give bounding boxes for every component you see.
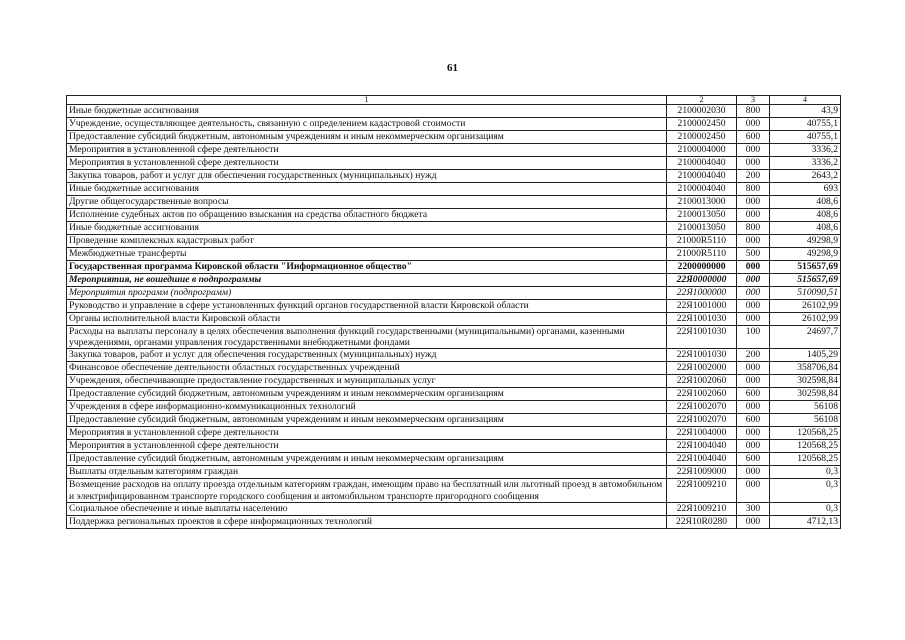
row-name-cell: Межбюджетные трансферты	[67, 248, 667, 261]
row-code-cell: 22Я0000000	[667, 274, 737, 287]
row-expense-type-cell: 200	[737, 170, 770, 183]
row-name-cell: Расходы на выплаты персоналу в целях обеспечения выполнения функций государственными (муниципальными) органами, казенными учреждениями, органами управления государственными внебюджетными фондами	[67, 326, 667, 349]
table-row	[67, 157, 841, 170]
row-code-cell: 2100004040	[667, 183, 737, 196]
row-code-cell: 22Я10R0280	[667, 515, 737, 528]
row-amount-cell: 40755,1	[770, 118, 841, 131]
row-name-cell: Государственная программа Кировской области "Информационное общество"	[67, 261, 667, 274]
table-row	[67, 502, 841, 515]
table-row	[67, 235, 841, 248]
row-code-cell: 22Я1002070	[667, 414, 737, 427]
row-amount-cell: 49298,9	[770, 248, 841, 261]
row-name-cell: Поддержка региональных проектов в сфере информационных технологий	[67, 515, 667, 528]
row-name-cell: Предоставление субсидий бюджетным, автономным учреждениям и иным некоммерческим организациям	[67, 388, 667, 401]
table-row	[67, 375, 841, 388]
page-number: 61	[447, 62, 458, 74]
row-expense-type-cell: 000	[737, 466, 770, 479]
row-amount-cell: 120568,25	[770, 440, 841, 453]
row-code-cell: 21000R5110	[667, 235, 737, 248]
row-amount-cell: 302598,84	[770, 375, 841, 388]
row-name-cell: Социальное обеспечение и иные выплаты населению	[67, 502, 667, 515]
table-row	[67, 362, 841, 375]
row-amount-cell: 4712,13	[770, 515, 841, 528]
row-amount-cell: 515657,69	[770, 274, 841, 287]
row-code-cell: 2100013000	[667, 196, 737, 209]
table-row	[67, 261, 841, 274]
row-expense-type-cell: 000	[737, 313, 770, 326]
row-code-cell: 2100004040	[667, 170, 737, 183]
row-code-cell: 21000R5110	[667, 248, 737, 261]
row-amount-cell: 24697,7	[770, 326, 841, 349]
row-code-cell: 22Я1004040	[667, 453, 737, 466]
row-name-cell: Иные бюджетные ассигнования	[67, 222, 667, 235]
row-name-cell: Руководство и управление в сфере установленных функций органов государственной власти Кировской области	[67, 300, 667, 313]
row-expense-type-cell: 000	[737, 479, 770, 502]
row-code-cell: 2100002450	[667, 131, 737, 144]
row-code-cell: 2100004000	[667, 144, 737, 157]
table-row	[67, 170, 841, 183]
row-amount-cell: 1405,29	[770, 349, 841, 362]
table-row	[67, 222, 841, 235]
table-row	[67, 144, 841, 157]
row-expense-type-cell: 000	[737, 235, 770, 248]
row-code-cell: 2100004040	[667, 157, 737, 170]
row-name-cell: Мероприятия программ (подпрограмм)	[67, 287, 667, 300]
row-amount-cell: 3336,2	[770, 144, 841, 157]
header-col-4: 4	[770, 96, 841, 105]
row-expense-type-cell: 000	[737, 118, 770, 131]
row-code-cell: 22Я1002000	[667, 362, 737, 375]
row-code-cell: 22Я1004040	[667, 440, 737, 453]
row-name-cell: Иные бюджетные ассигнования	[67, 105, 667, 118]
row-code-cell: 22Я1004000	[667, 427, 737, 440]
table-row	[67, 118, 841, 131]
row-expense-type-cell: 100	[737, 326, 770, 349]
row-name-cell: Выплаты отдельным категориям граждан	[67, 466, 667, 479]
table-row	[67, 349, 841, 362]
row-amount-cell: 120568,25	[770, 427, 841, 440]
row-name-cell: Закупка товаров, работ и услуг для обеспечения государственных (муниципальных) нужд	[67, 349, 667, 362]
row-name-cell: Мероприятия в установленной сфере деятельности	[67, 144, 667, 157]
table-row	[67, 479, 841, 502]
table-row	[67, 300, 841, 313]
row-amount-cell: 120568,25	[770, 453, 841, 466]
row-code-cell: 22Я1009210	[667, 502, 737, 515]
row-expense-type-cell: 000	[737, 515, 770, 528]
table-row	[67, 401, 841, 414]
row-amount-cell: 693	[770, 183, 841, 196]
table-row	[67, 248, 841, 261]
row-expense-type-cell: 000	[737, 196, 770, 209]
row-name-cell: Мероприятия в установленной сфере деятельности	[67, 427, 667, 440]
row-amount-cell: 510090,51	[770, 287, 841, 300]
table-row	[67, 274, 841, 287]
row-expense-type-cell: 000	[737, 362, 770, 375]
row-name-cell: Проведение комплексных кадастровых работ	[67, 235, 667, 248]
row-amount-cell: 0,3	[770, 479, 841, 502]
row-expense-type-cell: 800	[737, 183, 770, 196]
row-amount-cell: 0,3	[770, 502, 841, 515]
table-row	[67, 453, 841, 466]
row-code-cell: 22Я1002060	[667, 388, 737, 401]
header-col-1: 1	[67, 96, 667, 105]
table-row	[67, 326, 841, 349]
row-code-cell: 22Я1001000	[667, 300, 737, 313]
header-col-2: 2	[667, 96, 737, 105]
row-expense-type-cell: 000	[737, 300, 770, 313]
table-header-row	[67, 96, 841, 105]
row-amount-cell: 302598,84	[770, 388, 841, 401]
row-name-cell: Исполнение судебных актов по обращению взыскания на средства областного бюджета	[67, 209, 667, 222]
row-expense-type-cell: 000	[737, 157, 770, 170]
row-code-cell: 22Я1009000	[667, 466, 737, 479]
budget-table	[66, 95, 841, 529]
row-amount-cell: 0,3	[770, 466, 841, 479]
row-expense-type-cell: 000	[737, 287, 770, 300]
table-row	[67, 414, 841, 427]
row-name-cell: Учреждение, осуществляющее деятельность, связанную с определением кадастровой стоимости	[67, 118, 667, 131]
row-amount-cell: 358706,84	[770, 362, 841, 375]
row-amount-cell: 2643,2	[770, 170, 841, 183]
row-expense-type-cell: 000	[737, 209, 770, 222]
table-row	[67, 209, 841, 222]
table-row	[67, 183, 841, 196]
row-name-cell: Предоставление субсидий бюджетным, автономным учреждениям и иным некоммерческим организациям	[67, 131, 667, 144]
row-expense-type-cell: 500	[737, 248, 770, 261]
row-code-cell: 22Я1001030	[667, 313, 737, 326]
table-row	[67, 287, 841, 300]
row-code-cell: 2200000000	[667, 261, 737, 274]
row-name-cell: Органы исполнительной власти Кировской области	[67, 313, 667, 326]
table-row	[67, 313, 841, 326]
row-code-cell: 2100013050	[667, 222, 737, 235]
table-row	[67, 105, 841, 118]
row-code-cell: 22Я1009210	[667, 479, 737, 502]
row-expense-type-cell: 000	[737, 274, 770, 287]
row-code-cell: 22Я1001030	[667, 349, 737, 362]
row-expense-type-cell: 600	[737, 388, 770, 401]
row-name-cell: Возмещение расходов на оплату проезда отдельным категориям граждан, имеющим право на бесплатный или льготный проезд в автомобильном и электрифицированном транспорте городского сообщения и автомобильном транспорте пригородного сообщения	[67, 479, 667, 502]
row-amount-cell: 40755,1	[770, 131, 841, 144]
row-expense-type-cell: 800	[737, 105, 770, 118]
row-name-cell: Предоставление субсидий бюджетным, автономным учреждениям и иным некоммерческим организациям	[67, 453, 667, 466]
row-amount-cell: 515657,69	[770, 261, 841, 274]
row-amount-cell: 408,6	[770, 196, 841, 209]
row-code-cell: 2100013050	[667, 209, 737, 222]
table-row	[67, 440, 841, 453]
budget-table-body	[67, 96, 841, 529]
row-expense-type-cell: 000	[737, 261, 770, 274]
row-amount-cell: 56108	[770, 414, 841, 427]
table-row	[67, 515, 841, 528]
row-expense-type-cell: 300	[737, 502, 770, 515]
row-amount-cell: 3336,2	[770, 157, 841, 170]
row-code-cell: 22Я1000000	[667, 287, 737, 300]
table-row	[67, 196, 841, 209]
row-name-cell: Мероприятия, не вошедшие в подпрограммы	[67, 274, 667, 287]
row-name-cell: Мероприятия в установленной сфере деятельности	[67, 157, 667, 170]
row-amount-cell: 408,6	[770, 209, 841, 222]
row-amount-cell: 26102,99	[770, 313, 841, 326]
row-code-cell: 22Я1001030	[667, 326, 737, 349]
row-expense-type-cell: 000	[737, 427, 770, 440]
row-expense-type-cell: 600	[737, 414, 770, 427]
row-name-cell: Учреждения, обеспечивающие предоставление государственных и муниципальных услуг	[67, 375, 667, 388]
row-expense-type-cell: 600	[737, 131, 770, 144]
row-name-cell: Предоставление субсидий бюджетным, автономным учреждениям и иным некоммерческим организациям	[67, 414, 667, 427]
table-row	[67, 466, 841, 479]
row-code-cell: 22Я1002060	[667, 375, 737, 388]
row-amount-cell: 26102,99	[770, 300, 841, 313]
row-code-cell: 2100002450	[667, 118, 737, 131]
row-amount-cell: 56108	[770, 401, 841, 414]
row-expense-type-cell: 600	[737, 453, 770, 466]
row-code-cell: 2100002030	[667, 105, 737, 118]
row-expense-type-cell: 000	[737, 440, 770, 453]
table-row	[67, 388, 841, 401]
row-amount-cell: 49298,9	[770, 235, 841, 248]
row-name-cell: Другие общегосударственные вопросы	[67, 196, 667, 209]
row-name-cell: Закупка товаров, работ и услуг для обеспечения государственных (муниципальных) нужд	[67, 170, 667, 183]
table-row	[67, 427, 841, 440]
row-expense-type-cell: 000	[737, 144, 770, 157]
table-row	[67, 131, 841, 144]
row-expense-type-cell: 000	[737, 375, 770, 388]
row-code-cell: 22Я1002070	[667, 401, 737, 414]
row-name-cell: Мероприятия в установленной сфере деятельности	[67, 440, 667, 453]
row-name-cell: Иные бюджетные ассигнования	[67, 183, 667, 196]
header-col-3: 3	[737, 96, 770, 105]
row-name-cell: Финансовое обеспечение деятельности областных государственных учреждений	[67, 362, 667, 375]
row-expense-type-cell: 200	[737, 349, 770, 362]
row-expense-type-cell: 000	[737, 401, 770, 414]
row-name-cell: Учреждения в сфере информационно-коммуникационных технологий	[67, 401, 667, 414]
row-amount-cell: 43,9	[770, 105, 841, 118]
row-expense-type-cell: 800	[737, 222, 770, 235]
row-amount-cell: 408,6	[770, 222, 841, 235]
